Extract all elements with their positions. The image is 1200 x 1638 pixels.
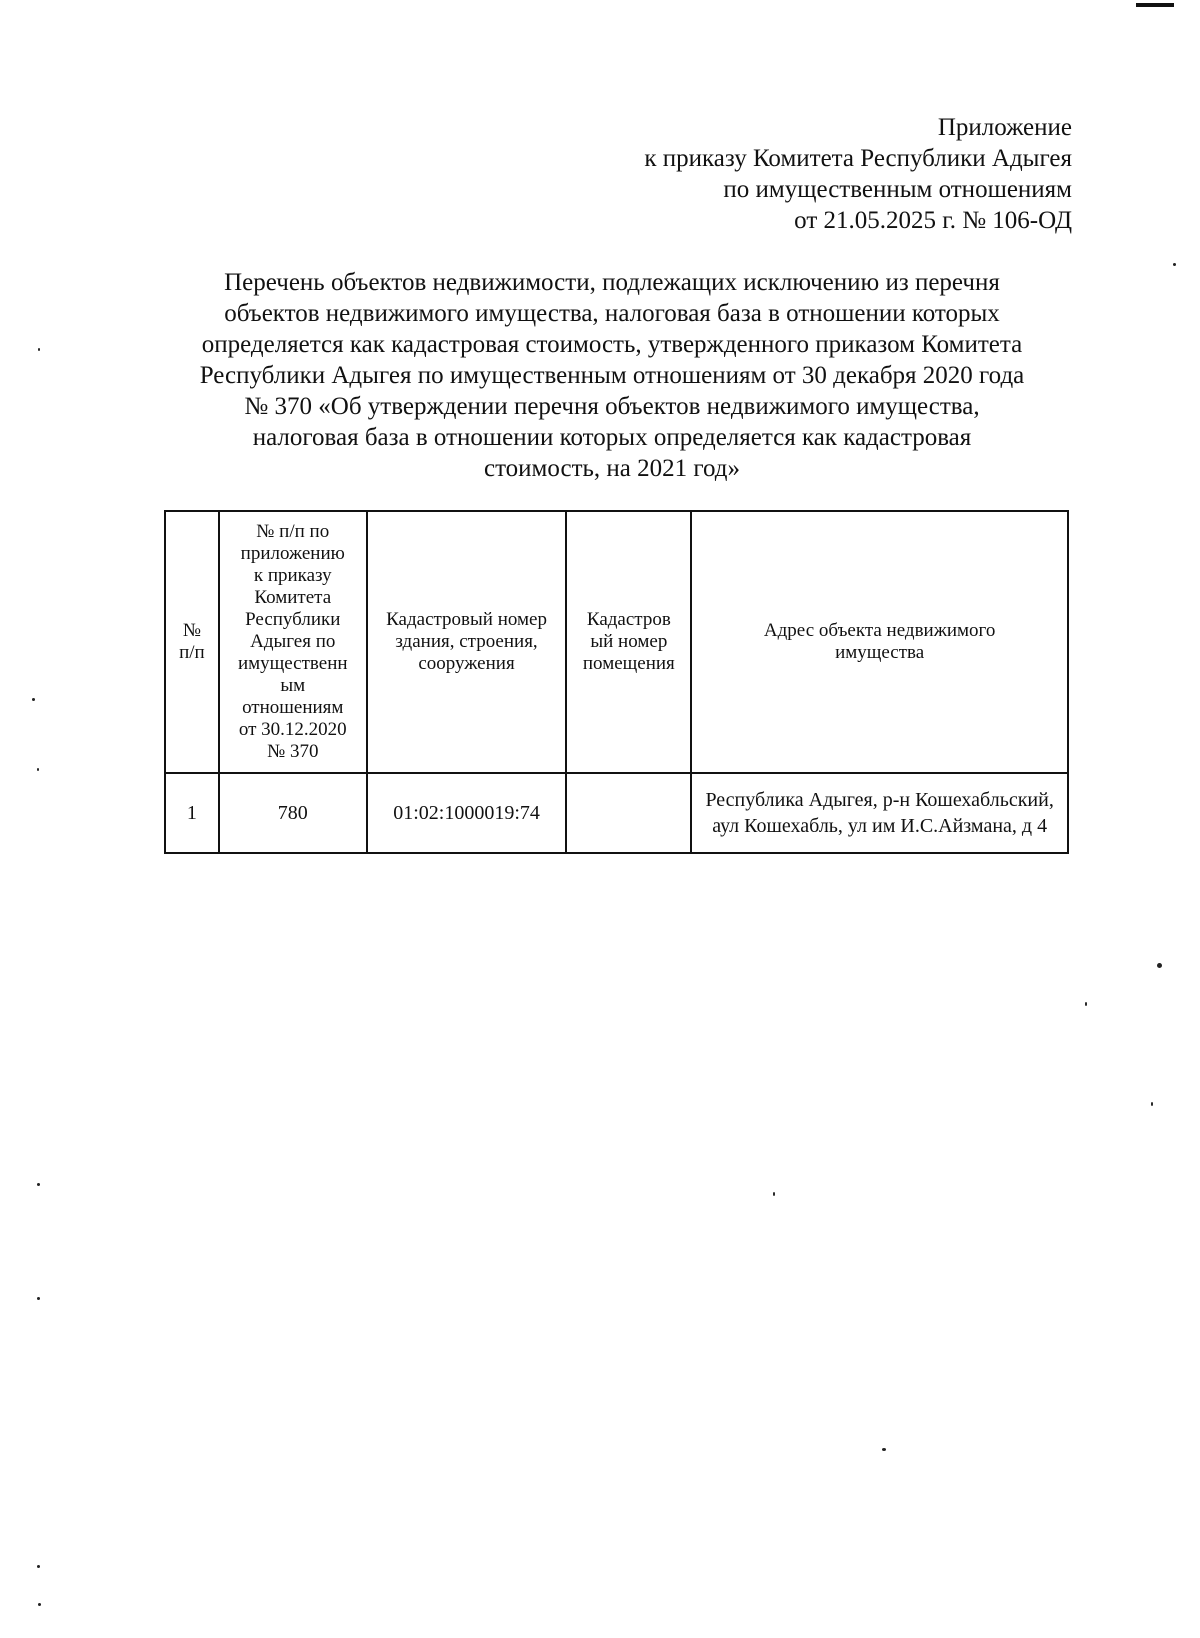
- scan-speck: [38, 348, 40, 351]
- document-title-line: Республики Адыгея по имущественным отношениям от 30 декабря 2020 года: [199, 362, 1025, 389]
- objects-table: [164, 510, 1069, 854]
- cell-address: Республика Адыгея, р-н Кошехабльский, аул Кошехабль, ул им И.С.Айзмана, д 4: [691, 773, 1068, 853]
- scan-speck: [37, 1565, 40, 1568]
- document-title-line: определяется как кадастровая стоимость, утвержденного приказом Комитета: [201, 331, 1023, 358]
- scan-speck: [37, 1183, 40, 1186]
- scan-edge-mark: [1136, 3, 1174, 7]
- scan-speck: [1173, 263, 1176, 266]
- document-title: [168, 267, 1056, 484]
- column-header-address: Адрес объекта недвижимого имущества: [691, 511, 1068, 773]
- appendix-header-line: от 21.05.2025 г. № 106-ОД: [794, 207, 1072, 234]
- scan-speck: [1085, 1002, 1087, 1006]
- document-title-line: № 370 «Об утверждении перечня объектов недвижимого имущества,: [244, 393, 980, 420]
- column-header-appendix-number: № п/п по приложению к приказу Комитета Республики Адыгея по имущественн ым отношениям от 30.12.2020 № 370: [219, 511, 367, 773]
- document-title-line: Перечень объектов недвижимости, подлежащих исключению из перечня: [224, 269, 1000, 296]
- cell-number: 1: [165, 773, 219, 853]
- appendix-header: [644, 112, 1072, 236]
- document-title-line: налоговая база в отношении которых определяется как кадастровая: [252, 424, 972, 451]
- scan-speck: [1151, 1102, 1153, 1106]
- document-title-line: объектов недвижимого имущества, налоговая база в отношении которых: [224, 300, 1000, 327]
- appendix-header-line: к приказу Комитета Республики Адыгея: [644, 145, 1072, 172]
- cell-cadastral-room: [566, 773, 691, 853]
- scan-speck: [1157, 963, 1162, 968]
- scan-speck: [773, 1192, 775, 1196]
- column-header-number: № п/п: [165, 511, 219, 773]
- cell-cadastral-building: 01:02:1000019:74: [367, 773, 567, 853]
- scan-speck: [38, 1603, 41, 1606]
- scan-speck: [32, 698, 35, 701]
- appendix-header-line: Приложение: [937, 114, 1072, 141]
- table-header-row: [165, 511, 1068, 773]
- scan-speck: [37, 768, 39, 771]
- column-header-cadastral-building: Кадастровый номер здания, строения, сооружения: [367, 511, 567, 773]
- document-title-line: стоимость, на 2021 год»: [483, 455, 741, 482]
- appendix-header-line: по имущественным отношениям: [723, 176, 1072, 203]
- table-row: [165, 773, 1068, 853]
- scan-speck: [37, 1297, 40, 1300]
- cell-appendix-number: 780: [219, 773, 367, 853]
- column-header-cadastral-room: Кадастров ый номер помещения: [566, 511, 691, 773]
- scan-speck: [882, 1448, 886, 1451]
